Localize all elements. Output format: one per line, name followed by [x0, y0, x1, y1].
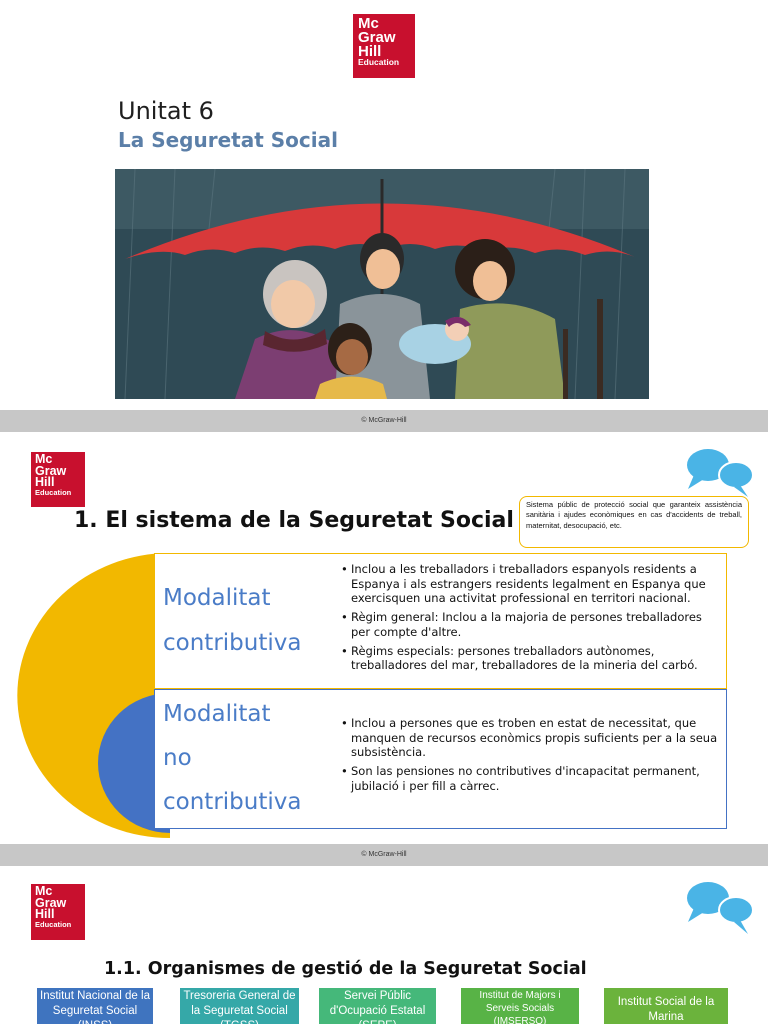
contributive-bullets: [341, 562, 721, 677]
organism-box-tgss: [180, 988, 299, 1032]
organism-box-inss: [37, 988, 153, 1032]
contributive-label-line1: Modalitat: [163, 585, 271, 611]
contributive-label-line2: contributiva: [163, 629, 302, 656]
logo-text-education: Education: [35, 487, 72, 497]
logo-text-mc: Mc: [35, 884, 53, 898]
non-contributive-label-line1: Modalitat: [163, 701, 271, 727]
organism-label: Institut Social de la Marina: [617, 996, 715, 1023]
copyright-text: © McGraw-Hill: [361, 417, 407, 424]
logo-text-graw: Graw: [35, 463, 67, 478]
organism-label: Tresoreria General de la Seguretat Social (TGSS): [183, 990, 296, 1032]
non-contributive-label-line3: contributiva: [163, 789, 302, 816]
logo-text-mc: Mc: [358, 15, 379, 32]
logo-text-hill: Hill: [35, 907, 55, 921]
bullet-item: • Règim general: Inclou a la majoria de persones treballadores per compte d'altre.: [341, 610, 721, 639]
definition-callout: [519, 496, 749, 548]
mcgraw-hill-logo: [31, 452, 85, 507]
logo-text-education: Education: [35, 919, 72, 929]
footer-bar-1: [0, 410, 768, 432]
modality-halfmoon-graphic: [0, 553, 170, 843]
logo-text-graw: Graw: [35, 895, 67, 910]
mcgraw-hill-logo: [353, 14, 415, 78]
bullet-item: • Inclou a persones que es troben en estat de necessitat, que manquen de recursos econòmics propis suficients per a la seua subsistència.: [341, 716, 721, 760]
non-contributive-modality-box: [154, 689, 727, 829]
organism-box-imserso: [461, 988, 579, 1027]
speech-bubbles-icon: [684, 443, 756, 501]
organism-label: Institut de Majors i Serveis Socials (IMSERSO): [479, 990, 561, 1027]
logo-text-education: Education: [358, 57, 400, 68]
non-contributive-bullets: [341, 716, 721, 798]
footer-bar-2: [0, 844, 768, 866]
organism-label: Servei Públic d'Ocupació Estatal (SEPE): [329, 990, 426, 1032]
logo-text-hill: Hill: [35, 475, 55, 489]
logo-text-mc: Mc: [35, 452, 53, 466]
mcgraw-hill-logo: [31, 884, 85, 940]
contributive-label: [163, 576, 301, 666]
section-title: 1. El sistema de la Seguretat Social: [74, 508, 514, 533]
definition-text: Sistema públic de protecció social que garanteix assistència sanitària i ajudes econòmiques en cas d'accidents de treball, maternitat, desocupació, etc.: [526, 500, 742, 530]
unit-title: Unitat 6: [118, 97, 214, 125]
non-contributive-label: [163, 692, 301, 824]
non-contributive-label-line2: no: [163, 745, 192, 772]
speech-bubbles-icon: [684, 876, 756, 938]
bullet-item: • Inclou a les treballadors i treballadors espanyols residents a Espanya i als estrangers residents legalment en Espanya que exercisquen una activitat professional en territori nacional.: [341, 562, 721, 606]
family-umbrella-illustration: [115, 169, 649, 399]
bullet-item: • Son las pensiones no contributives d'incapacitat permanent, jubilació i per fill a càrrec.: [341, 764, 721, 793]
contributive-modality-box: [154, 553, 727, 689]
subsection-title: 1.1. Organismes de gestió de la Seguretat Social: [104, 959, 587, 979]
logo-text-graw: Graw: [358, 28, 396, 46]
organism-box-sepe: [319, 988, 436, 1032]
bullet-item: • Règims especials: persones treballadors autònomes, treballadores del mar, treballadores de la mineria del carbó.: [341, 644, 721, 673]
organism-label: Institut Nacional de la Seguretat Social (INSS): [40, 990, 150, 1032]
logo-text-hill: Hill: [358, 42, 382, 60]
unit-subtitle: La Seguretat Social: [118, 128, 338, 152]
copyright-text: © McGraw-Hill: [361, 851, 407, 858]
organism-box-ism: [604, 988, 728, 1024]
